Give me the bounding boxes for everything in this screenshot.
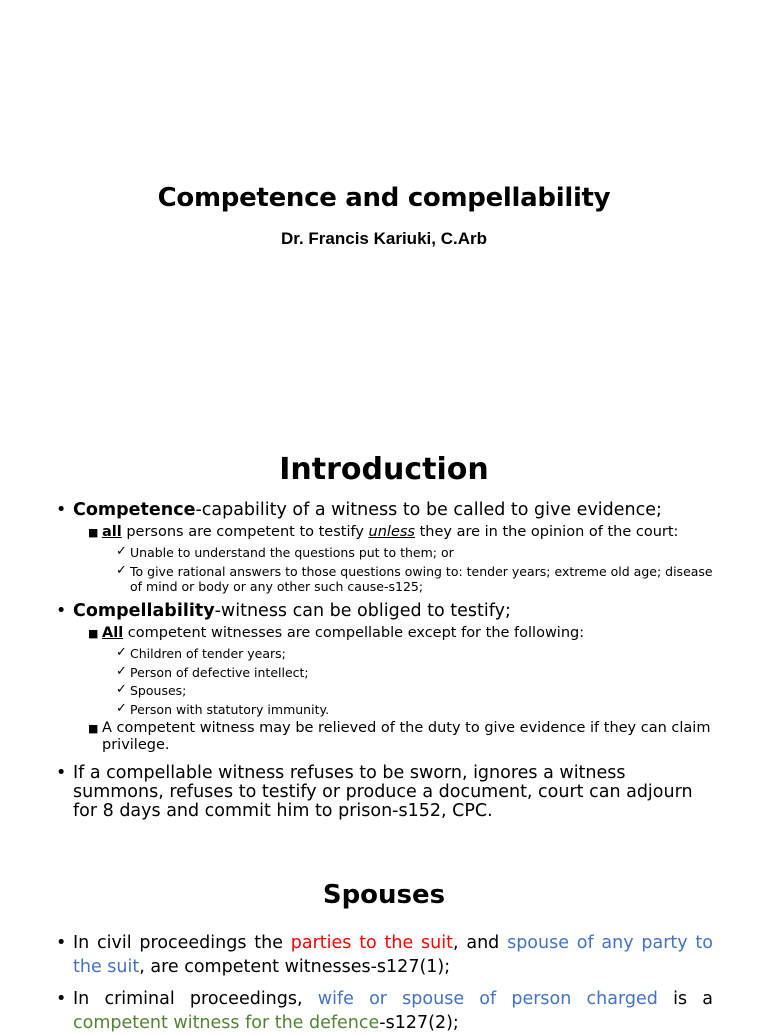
check-text: Unable to understand the questions put to them; or [130, 545, 454, 560]
text-wife-spouse: wife or spouse of person charged [317, 989, 658, 1009]
heading-introduction: Introduction [279, 452, 489, 487]
check-item-2 [116, 563, 715, 594]
check-item-6 [116, 701, 715, 717]
bullet-dot-icon: • [56, 601, 67, 621]
text-end: they are in the opinion of the court: [415, 524, 679, 540]
check-icon: ✓ [116, 701, 127, 716]
text-parties: parties to the suit [290, 933, 453, 953]
bullet-civil [56, 931, 713, 979]
text: , and [453, 933, 508, 953]
text: , are competent witnesses-s127(1); [139, 957, 451, 977]
term-compellability: Compellability [73, 601, 215, 621]
competence-definition: -capability of a witness to be called to give evidence; [195, 500, 662, 520]
heading-spouses: Spouses [322, 880, 446, 910]
check-text: To give rational answers to those questions owing to: tender years; extreme old age; disease of mind or body or any other such cause-s125; [130, 564, 713, 594]
text: In criminal proceedings, [73, 989, 318, 1009]
subbullet-all-competent [88, 625, 712, 642]
bullet-dot-icon: • [56, 763, 67, 783]
word-unless: unless [368, 524, 415, 540]
word-all: all [102, 524, 122, 540]
square-bullet-icon: ■ [88, 722, 99, 735]
check-text: Children of tender years; [130, 646, 286, 661]
text: is a [657, 989, 713, 1009]
subbullet-privilege [88, 720, 712, 754]
square-bullet-icon: ■ [88, 627, 99, 640]
text-rest: competent witnesses are compellable except for the following: [123, 625, 585, 641]
bullet-competence [56, 500, 713, 520]
document-title: Competence and compellability [157, 183, 611, 213]
privilege-text: A competent witness may be relieved of the duty to give evidence if they can claim privilege. [102, 720, 711, 753]
check-item-3 [116, 645, 715, 661]
check-icon: ✓ [116, 563, 127, 578]
text-mid: persons are competent to testify [121, 524, 369, 540]
author-line: Dr. Francis Kariuki, C.Arb [281, 229, 487, 248]
check-icon: ✓ [116, 664, 127, 679]
check-text: Person with statutory immunity. [130, 702, 330, 717]
subbullet-all-persons [88, 524, 712, 541]
refuses-text: If a compellable witness refuses to be sworn, ignores a witness summons, refuses to testify or produce a document, court can adjourn for 8 days and commit him to prison-s152, CPC. [73, 763, 693, 821]
bullet-compellability [56, 601, 713, 621]
check-icon: ✓ [116, 544, 127, 559]
check-text: Person of defective intellect; [130, 665, 309, 680]
text-competent-defence: competent witness for the defence [73, 1013, 380, 1033]
bullet-refuses [56, 763, 713, 821]
text-spouse-party: spouse of any party to the suit [73, 933, 713, 977]
bullet-dot-icon: • [56, 989, 67, 1009]
text: -s127(2); [379, 1013, 459, 1033]
check-item-4 [116, 664, 715, 680]
check-item-1 [116, 544, 715, 560]
term-competence: Competence [73, 500, 196, 520]
check-item-5 [116, 682, 715, 698]
check-text: Spouses; [130, 683, 187, 698]
compellability-definition: -witness can be obliged to testify; [214, 601, 511, 621]
bullet-dot-icon: • [56, 500, 67, 520]
text: In civil proceedings the [73, 933, 291, 953]
square-bullet-icon: ■ [88, 526, 99, 539]
bullet-criminal [56, 987, 713, 1035]
bullet-dot-icon: • [56, 933, 67, 953]
word-all: All [102, 625, 124, 641]
check-icon: ✓ [116, 682, 127, 697]
title-slide [0, 0, 768, 420]
check-icon: ✓ [116, 645, 127, 660]
